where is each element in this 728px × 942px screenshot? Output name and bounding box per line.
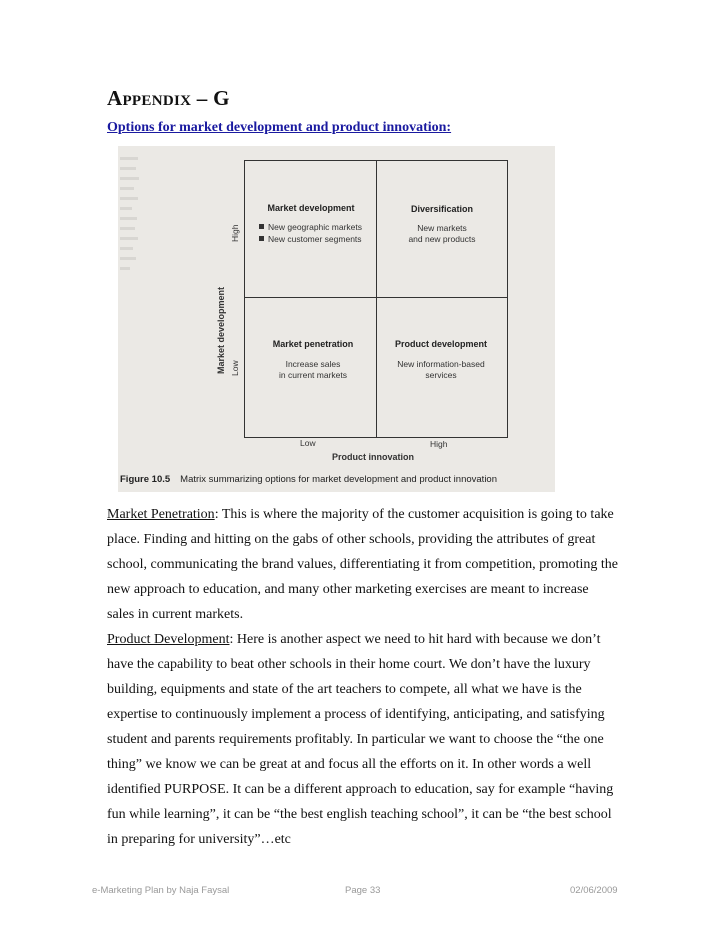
quadrant-title-product-development: Product development xyxy=(394,339,487,349)
appendix-heading xyxy=(107,86,230,111)
paragraph-market-penetration: Market Penetration: This is where the majority of the customer acquisition is going to take place. Finding and hitting on the gabs of other schools, providing the attributes of great school, communicating the brand values, differentiating it from competition, promoting the new approach to education, and many other marketing exercises are meant to increase sales in current markets. xyxy=(107,507,619,622)
paragraph-label: Product Development xyxy=(107,632,230,647)
quadrant-title-diversification: Diversification xyxy=(410,204,474,214)
footer-left: e-Marketing Plan by Naja Faysal xyxy=(92,885,230,896)
bullet-square-icon xyxy=(259,224,264,229)
x-axis-title: Product innovation xyxy=(332,452,414,462)
heading-rest: PPENDIX xyxy=(122,93,192,109)
figure-image xyxy=(118,146,555,492)
bleed-through-text xyxy=(118,150,138,430)
heading-dash: – xyxy=(191,86,214,110)
quadrant-bullets-market-development xyxy=(259,221,362,245)
paragraph-product-development: Product Development: Here is another aspect we need to hit hard with because we don’t have the capability to beat other schools in their home court. We don’t have the luxury building, equipments and state of the art teachers to compete, all what we have is the expertise to continuously implement a process of identifying, anticipating, and satisfying student and parents requirements profitably. In particular we want to choose the “the one thing” we know we can be great at and focus all the efforts on it. In other words a well identified PURPOSE. It can be a different approach to education, say for example “having fun while learning”, it can be “the best english teaching school”, it can be “the best school in preparing for university”…etc xyxy=(107,632,614,847)
bullet-item: New customer segments xyxy=(259,233,362,245)
quadrant-text-market-penetration: Increase sales in current markets xyxy=(278,359,348,380)
figure-caption xyxy=(120,474,497,485)
footer-page-number: Page 33 xyxy=(345,885,381,896)
matrix-divider-vertical xyxy=(376,161,377,437)
quadrant-text-diversification: New markets and new products xyxy=(408,223,476,244)
quadrant-title-market-penetration: Market penetration xyxy=(272,339,354,349)
x-axis-low-label: Low xyxy=(300,438,316,448)
x-axis-high-label: High xyxy=(430,439,448,449)
section-subheading: Options for market development and product innovation: xyxy=(107,120,452,135)
y-axis-low-label: Low xyxy=(230,360,240,376)
paragraph-label: Market Penetration xyxy=(107,507,215,522)
figure-caption-label: Figure 10.5 xyxy=(120,474,171,485)
ansoff-matrix xyxy=(244,160,508,438)
quadrant-title-market-development: Market development xyxy=(267,203,355,213)
heading-suffix: G xyxy=(213,86,230,110)
y-axis-title: Market development xyxy=(216,286,226,374)
footer-date: 02/06/2009 xyxy=(570,885,618,896)
bullet-square-icon xyxy=(259,236,264,241)
y-axis-high-label: High xyxy=(230,224,240,242)
heading-initial: A xyxy=(107,86,123,110)
figure-caption-text: Matrix summarizing options for market development and product innovation xyxy=(180,474,497,485)
body-text xyxy=(107,502,619,852)
quadrant-text-product-development: New information-based services xyxy=(397,359,485,380)
bullet-item: New geographic markets xyxy=(259,221,362,233)
matrix-divider-horizontal xyxy=(245,297,507,298)
